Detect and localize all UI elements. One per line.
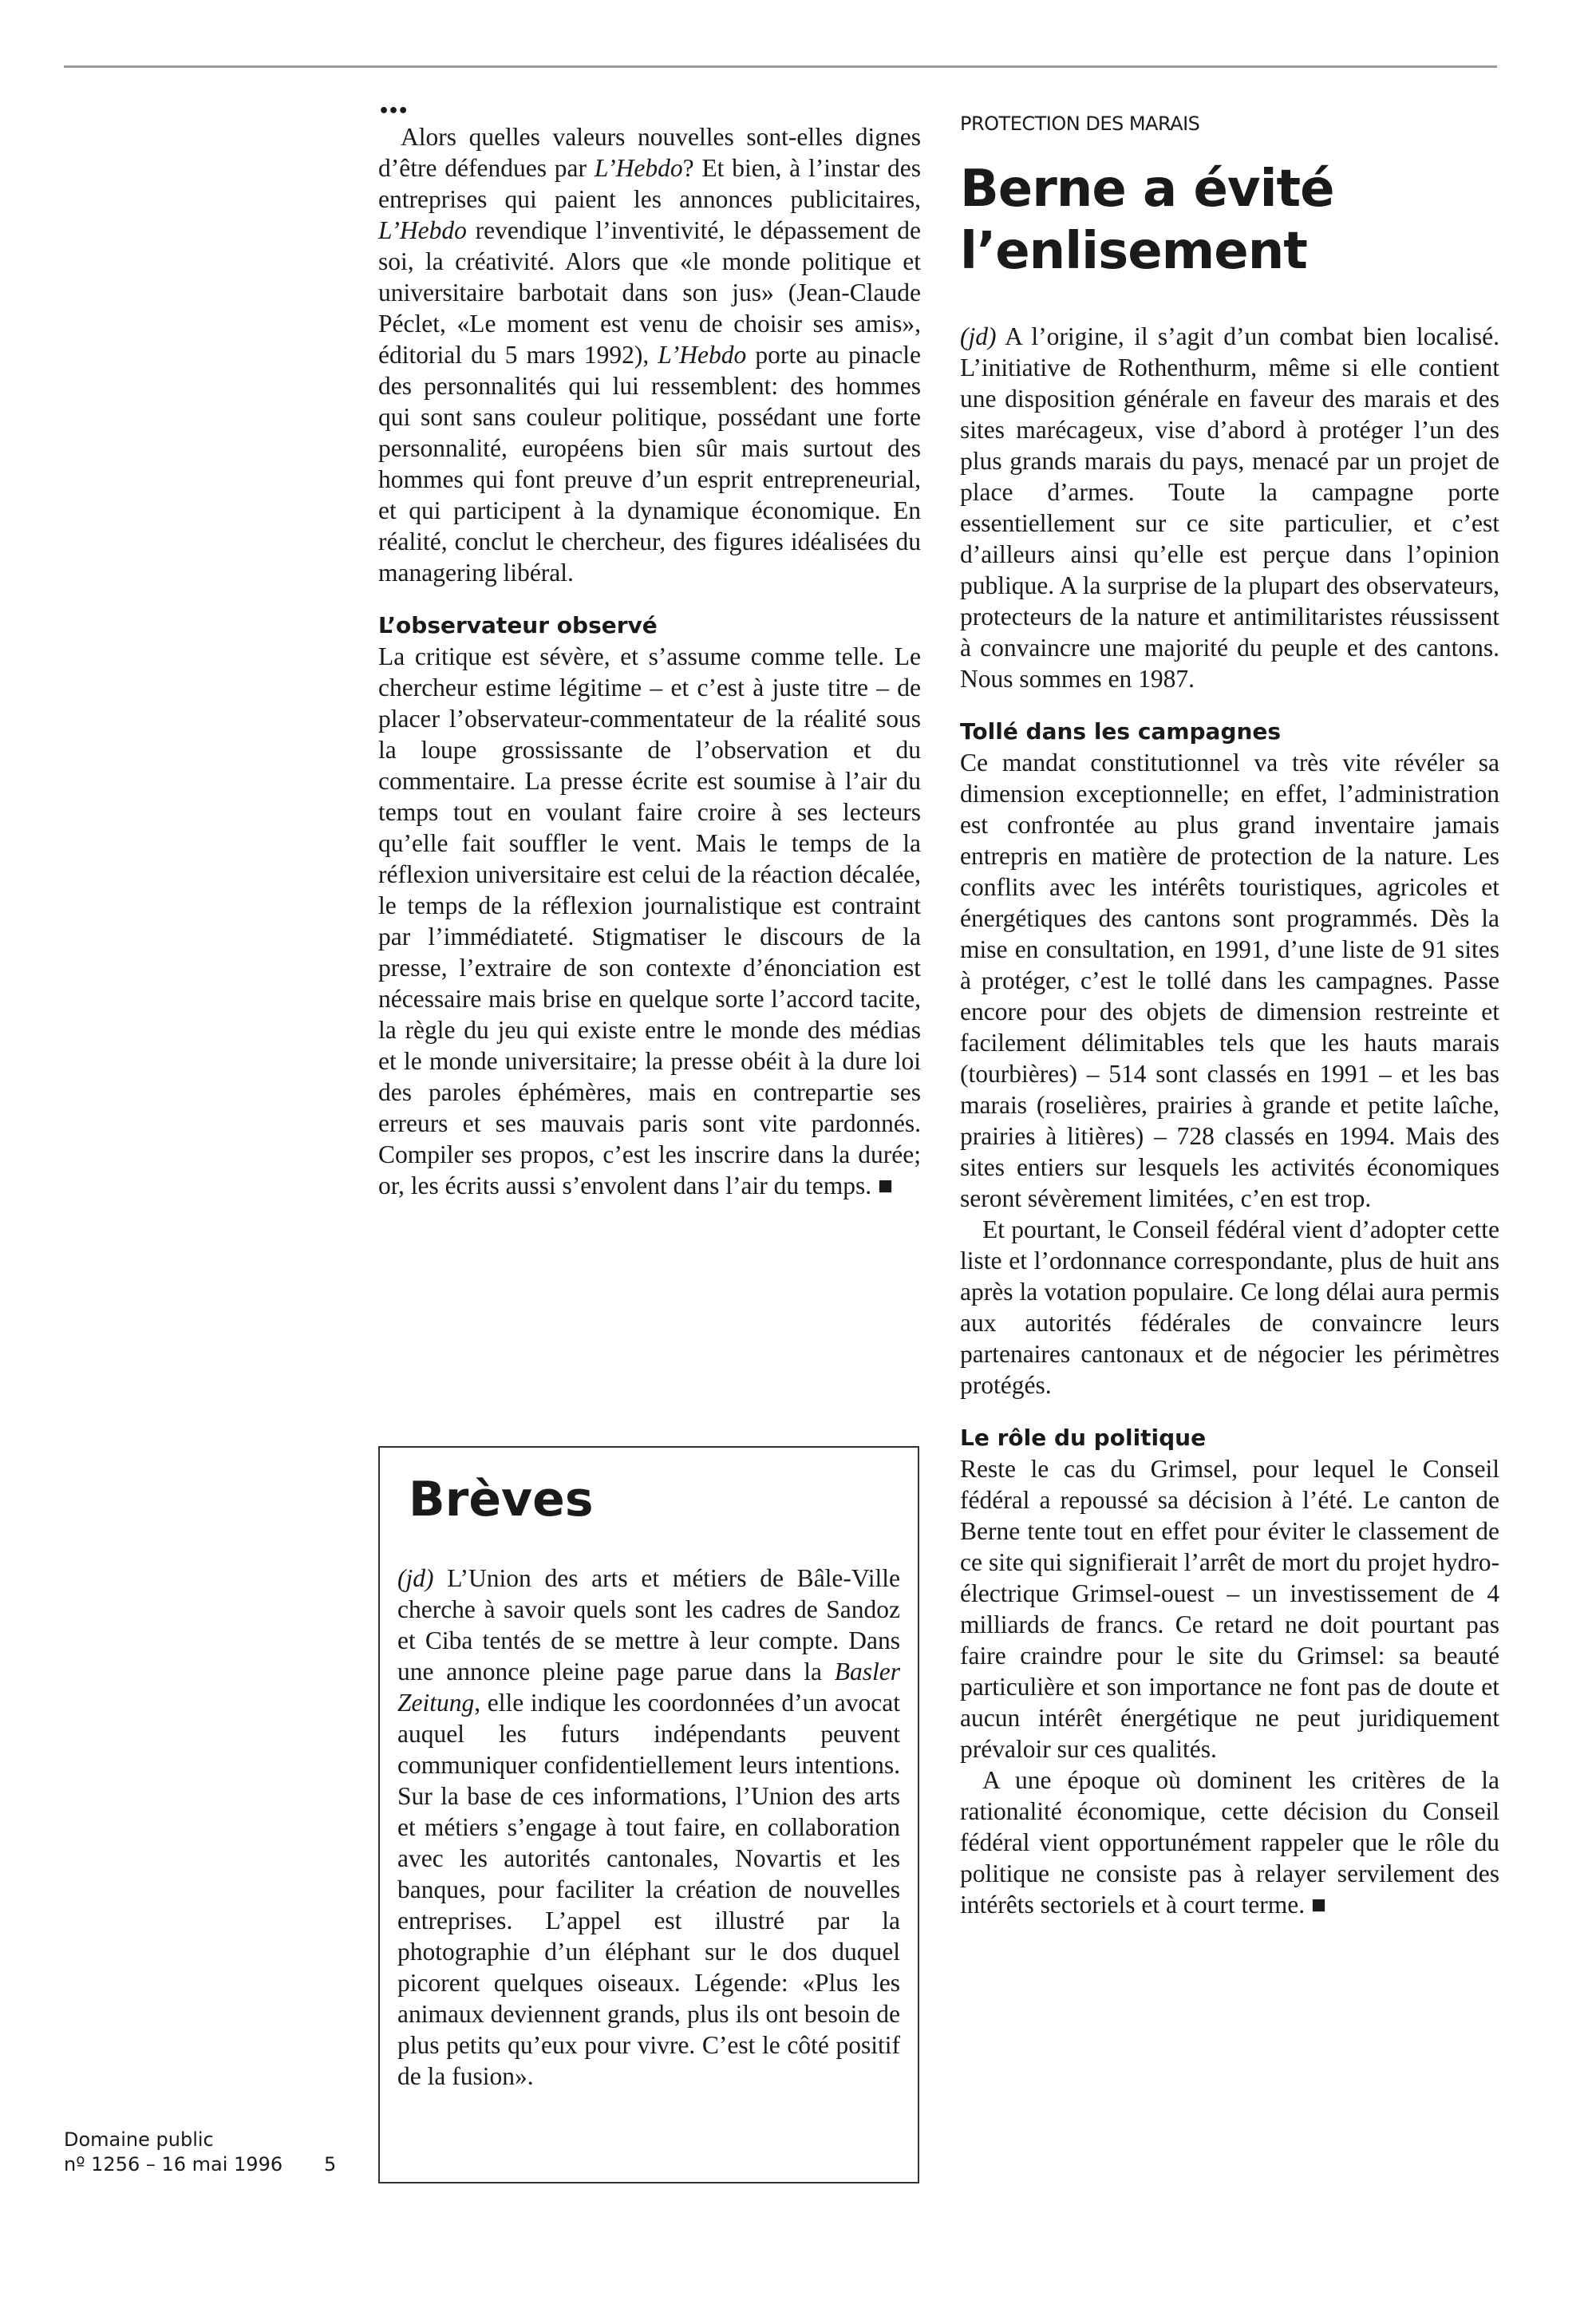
text-run: porte au pinacle des personnalités qui lui ressemblent: des hommes qui sont sans couleur politique, possédant une forte personnalité, européens bien sûr mais surtout des hommes qui font preuve d’un esprit entrepreneurial, et qui participent à la dynamique économique. En réalité, conclut le chercheur, des figures idéalisées du managering libéral. bbox=[378, 341, 921, 587]
left-article-body bbox=[378, 121, 921, 1201]
article-headline: Berne a évité l’enlisement bbox=[960, 160, 1334, 281]
text-run: , elle indique les coordonnées d’un avocat auquel les futurs indépendants peuvent communiquer confidentiellement leurs intentions. Sur la base de ces informations, l’Union des arts et métiers s’engage à tout faire, en collaboration avec les autorités cantonales, Novartis et les banques, pour faciliter la création de nouvelles entreprises. L’appel est illustré par la photographie d’un éléphant sur le dos duquel picorent quelques oiseaux. Légende: «Plus les animaux deviennent grands, plus ils ont besoin de plus petits qu’eux pour vivre. C’est le côté positif de la fusion». bbox=[397, 1689, 900, 2090]
breves-box bbox=[378, 1446, 919, 2183]
right-article-paragraph-4: Reste le cas du Grimsel, pour lequel le Conseil fédéral a repoussé sa décision à l’été. Le canton de Berne tente tout en effet pour éviter le classement de ce site qui signifierait l’arrêt de mort du projet hydro-électrique Grimsel-ouest – un investissement de 4 milliards de francs. Ce retard ne doit pourtant pas faire craindre pour le site du Grimsel: sa beauté particulière et son importance ne font pas de doute et aucun intérêt énergétique ne peut juridiquement prévaloir sur ces qualités. bbox=[960, 1455, 1499, 1763]
italic-run: (jd) bbox=[960, 322, 997, 350]
right-article-lead bbox=[960, 321, 1499, 694]
left-article-paragraph-2: La critique est sévère, et s’assume comme telle. Le chercheur estime légitime – et c’est à juste titre – de placer l’observateur-commentateur de la réalité sous la loupe grossissante de l’observation et du commentaire. La presse écrite est soumise à l’air du temps tout en voulant faire croire à ses lecteurs qu’elle fait souffler le vent. Mais le temps de la réflexion universitaire est celui de la réaction décalée, le temps de la réflexion journalistique est contraint par l’immédiateté. Stigmatiser le discours de la presse, l’extraire de son contexte d’énonciation est nécessaire mais brise en quelque sorte l’accord tacite, la règle du jeu qui existe entre le monde des médias et le monde universitaire; la presse obéit à la dure loi des paroles éphémères, mais en contrepartie ses erreurs et ses mauvais paris sont vite pardonnés. Compiler ses propos, c’est les inscrire dans la durée; or, les écrits aussi s’envolent dans l’air du temps. ■ bbox=[378, 642, 921, 1199]
publication-name: Domaine public bbox=[64, 2128, 214, 2151]
italic-run: (jd) bbox=[397, 1564, 434, 1592]
text-run: revendique l’inventivité, le dépassement de soi, la créativité. Alors que «le monde politique et universitaire barbotait dans son jus» (Jean-Claude Péclet, «Le moment est venu de choisir ses amis», éditorial du 5 mars 1992), bbox=[378, 216, 921, 369]
left-column bbox=[378, 94, 921, 1201]
page-footer bbox=[64, 2128, 337, 2177]
right-article-subhead-1: Tollé dans les campagnes bbox=[960, 718, 1282, 745]
italic-run: L’Hebdo bbox=[378, 216, 467, 244]
text-run: L’Union des arts et métiers de Bâle-Ville cherche à savoir quels sont les cadres de Sandoz et Ciba tentés de se mettre à leur compte. Dans une annonce pleine page parue dans la bbox=[397, 1564, 900, 1685]
italic-run: Basler Zeitung bbox=[397, 1658, 900, 1717]
text-run: A l’origine, il s’agit d’un combat bien localisé. L’initiative de Rothenthurm, même si elle contient une disposition générale en faveur des marais et des sites marécageux, vise d’abord à protéger l’un des plus grands marais du pays, menacé par un projet de place d’armes. Toute la campagne porte essentiellement sur ce site particulier, et c’est d’ailleurs ainsi qu’elle est perçue dans l’opinion publique. A la surprise de la plupart des observateurs, protecteurs de la nature et antimilitaristes réussissent à convaincre une majorité du peuple et des cantons. Nous sommes en 1987. bbox=[960, 322, 1499, 693]
breves-paragraph bbox=[397, 1563, 900, 2092]
article-kicker: PROTECTION DES MARAIS bbox=[960, 113, 1200, 135]
left-article-paragraph-1 bbox=[378, 121, 921, 588]
top-rule bbox=[64, 65, 1497, 68]
left-article-subhead: L’observateur observé bbox=[378, 612, 658, 638]
right-article-body bbox=[960, 321, 1499, 1920]
issue-line: nº 1256 – 16 mai 1996 bbox=[64, 2153, 283, 2176]
page-number: 5 bbox=[324, 2153, 337, 2176]
text-run: ? Et bien, à l’instar des entreprises qui paient les annonces publicitaires, bbox=[378, 154, 922, 213]
continuation-marker: ••• bbox=[378, 101, 408, 121]
italic-run: L’Hebdo bbox=[658, 341, 747, 369]
italic-run: L’Hebdo bbox=[594, 154, 683, 182]
text-run: Alors quelles valeurs nouvelles sont-elles dignes d’être défendues par bbox=[378, 123, 921, 182]
right-article-paragraph-2: Ce mandat constitutionnel va très vite révéler sa dimension exceptionnelle; en effet, l’administration est confrontée au plus grand inventaire jamais entrepris en matière de protection de la nature. Les conflits avec les intérêts touristiques, agricoles et énergétiques des cantons sont programmés. Dès la mise en consultation, en 1991, d’une liste de 91 sites à protéger, c’est le tollé dans les campagnes. Passe encore pour des objets de dimension restreinte et facilement délimitables tels que les hauts marais (tourbières) – 514 sont classés en 1991 – et les bas marais (roselières, prairies à grande et petite laîche, prairies à litières) – 728 classés en 1994. Mais des sites entiers sur lesquels les activités économiques seront sévèrement limitées, c’en est trop. bbox=[960, 749, 1499, 1212]
right-article-subhead-2: Le rôle du politique bbox=[960, 1425, 1207, 1451]
breves-body bbox=[397, 1563, 900, 2092]
right-article-paragraph-5: A une époque où dominent les critères de la rationalité économique, cette décision du Conseil fédéral vient opportunément rappeler que le rôle du politique ne consiste pas à relayer servilement des intérêts sectoriels et à court terme. ■ bbox=[960, 1766, 1499, 1919]
right-column bbox=[960, 94, 1499, 1920]
right-article-paragraph-3: Et pourtant, le Conseil fédéral vient d’adopter cette liste et l’ordonnance correspondante, plus de huit ans après la votation populaire. Ce long délai aura permis aux autorités fédérales de convaincre leurs partenaires cantonaux et de négocier les périmètres protégés. bbox=[960, 1215, 1499, 1399]
breves-title: Brèves bbox=[409, 1472, 594, 1527]
